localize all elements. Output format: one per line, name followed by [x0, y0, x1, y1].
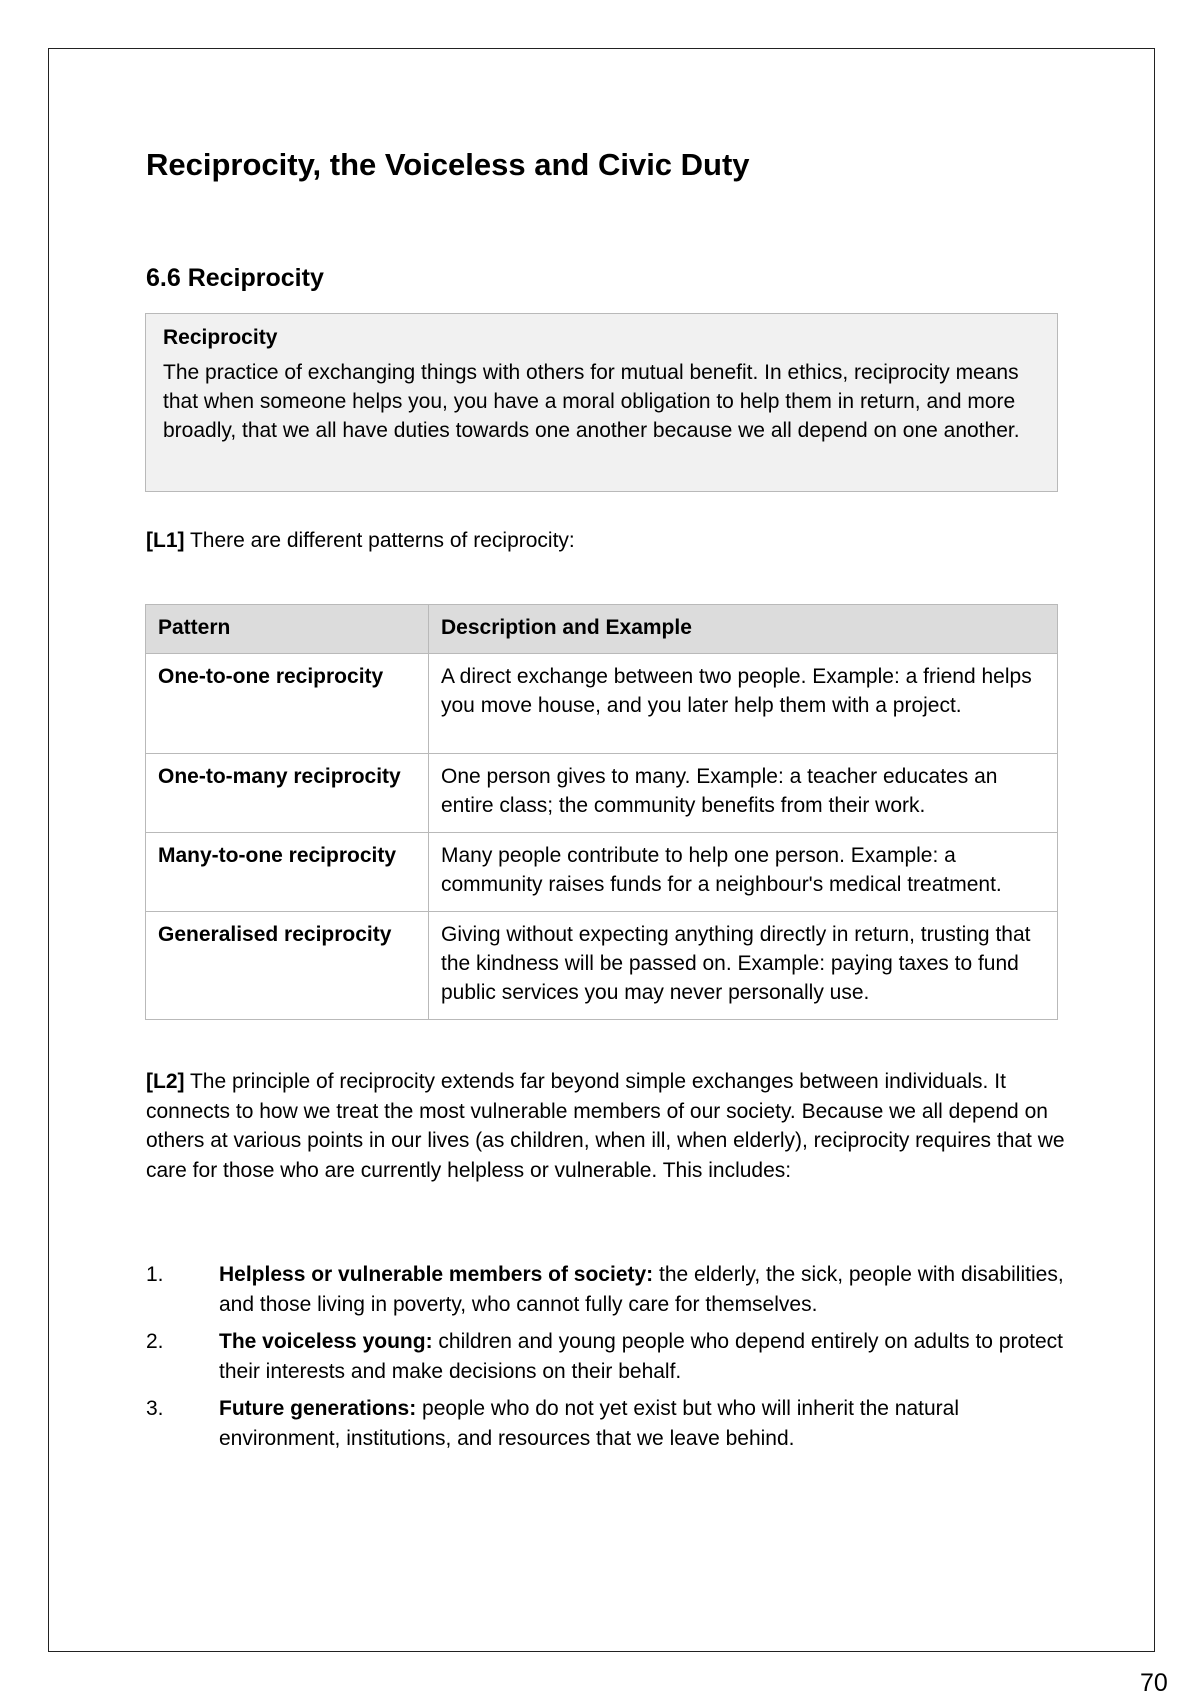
table-row: [146, 654, 1058, 754]
table-header-pattern: Pattern: [146, 605, 429, 654]
list-number: 1.: [146, 1263, 164, 1286]
paragraph-text: There are different patterns of reciprocity:: [184, 529, 575, 552]
list-item-text: children and young people who depend entirely on adults to protect their interests and make decisions on their behalf.: [219, 1330, 1064, 1383]
pattern-name-cell: One-to-one reciprocity: [146, 654, 429, 754]
paragraph-l1: [146, 526, 575, 556]
vulnerable-groups-list: [146, 1260, 1066, 1461]
paragraph-l2: [146, 1067, 1066, 1185]
list-item-text: people who do not yet exist but who will inherit the natural environment, institutions, and resources that we leave behind.: [219, 1397, 960, 1450]
section-heading: 6.6 Reciprocity: [146, 264, 324, 292]
pattern-description-cell: A direct exchange between two people. Example: a friend helps you move house, and you later help them with a project.: [429, 654, 1058, 754]
pattern-description-cell: Giving without expecting anything directly in return, trusting that the kindness will be passed on. Example: paying taxes to fund public services you may never personally use.: [429, 912, 1058, 1020]
page-number: 70: [1140, 1669, 1168, 1697]
table-header-row: [146, 605, 1058, 654]
table-header-description: Description and Example: [429, 605, 1058, 654]
pattern-name-cell: One-to-many reciprocity: [146, 754, 429, 833]
table-row: [146, 833, 1058, 912]
reciprocity-patterns-table: [145, 604, 1058, 1020]
pattern-description-cell: Many people contribute to help one person. Example: a community raises funds for a neighbour's medical treatment.: [429, 833, 1058, 912]
paragraph-text: The principle of reciprocity extends far beyond simple exchanges between individuals. It connects to how we treat the most vulnerable members of our society. Because we all depend on others at various points in our lives (as children, when ill, when elderly), reciprocity requires that we care for those who are currently helpless or vulnerable. This includes:: [146, 1070, 1065, 1182]
definition-text: The practice of exchanging things with others for mutual benefit. In ethics, reciprocity means that when someone helps you, you have a moral obligation to help them in return, and more broadly, that we all have duties towards one another because we all depend on one another.: [163, 361, 1020, 442]
paragraph-marker: [L1]: [146, 529, 185, 552]
pattern-description-cell: One person gives to many. Example: a teacher educates an entire class; the community benefits from their work.: [429, 754, 1058, 833]
definition-term: Reciprocity: [163, 326, 278, 349]
list-item-lead: Helpless or vulnerable members of society:: [219, 1263, 654, 1286]
list-item-lead: Future generations:: [219, 1397, 417, 1420]
paragraph-marker: [L2]: [146, 1070, 185, 1093]
list-number: 3.: [146, 1397, 164, 1420]
list-item: [146, 1394, 1066, 1453]
table-row: [146, 912, 1058, 1020]
list-item-lead: The voiceless young:: [219, 1330, 433, 1353]
table-row: [146, 754, 1058, 833]
definition-box: [145, 313, 1058, 492]
list-item: [146, 1260, 1066, 1319]
page-title: Reciprocity, the Voiceless and Civic Duty: [146, 147, 750, 182]
pattern-name-cell: Many-to-one reciprocity: [146, 833, 429, 912]
list-item-text: the elderly, the sick, people with disabilities, and those living in poverty, who cannot fully care for themselves.: [219, 1263, 1064, 1316]
list-number: 2.: [146, 1330, 164, 1353]
pattern-name-cell: Generalised reciprocity: [146, 912, 429, 1020]
list-item: [146, 1327, 1066, 1386]
